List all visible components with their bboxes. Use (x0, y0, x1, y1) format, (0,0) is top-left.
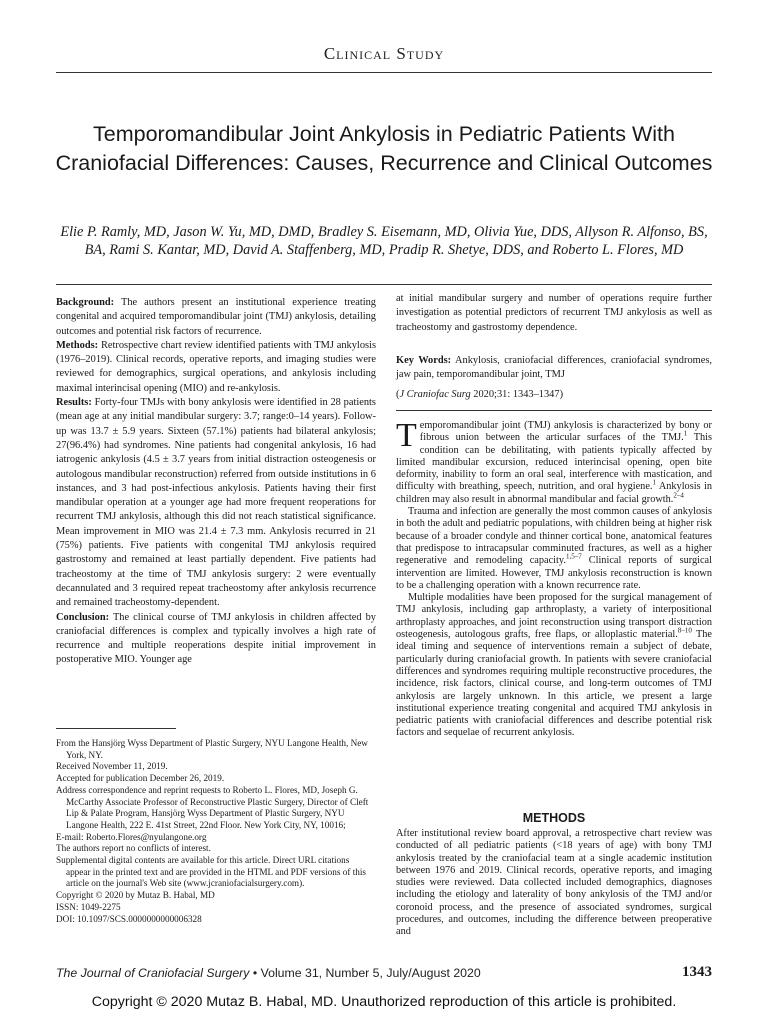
doi-line: DOI: 10.1097/SCS.0000000000006328 (56, 913, 202, 924)
intro-paragraph-3: Multiple modalities have been proposed for the surgical management of TMJ ankylosis, including gap arthroplasty, a variety of interpositional arthroplasty approaches, and joint reconstruction using transport distraction osteogenesis, autologous grafts, free flaps, or alloplastic material.$^{8-10}$ The ideal timing and sequence of interventions remain a subject of debate, particularly during craniofacial growth. In patients with severe craniofacial differences and syndromes requiring multiple reconstructive procedures, the incidence, risk factors, clinical course, and long-term outcomes of TMJ ankylosis are largely unknown. In this article, we present a large institutional experience treating congenital and acquired TMJ ankylosis in pediatric patients with craniofacial differences and describe potential risk factors and sequelae of recurrent ankylosis. (396, 592, 713, 739)
abstract-rule (56, 284, 712, 285)
article-title: Temporomandibular Joint Ankylosis in Pediatric Patients With Craniofacial Differences: Causes, Recurrence and Clinical Outcomes (55, 122, 713, 175)
issn-line: ISSN: 1049-2275 (56, 901, 121, 912)
keywords-text: Ankylosis, craniofacial differences, craniofacial syndromes, jaw pain, temporomandibular joint, TMJ (396, 355, 712, 381)
footer-issue: • Volume 31, Number 5, July/August 2020 (249, 966, 481, 980)
drop-cap: T (396, 417, 417, 454)
keywords (396, 354, 712, 383)
affiliation-line: From the Hansjörg Wyss Department of Plastic Surgery, NYU Langone Health, New York, NY. (56, 738, 368, 760)
page-number: 1343 (682, 964, 712, 980)
footer-journal-name: The Journal of Craniofacial Surgery (56, 966, 250, 980)
intro-paragraph-1: Temporomandibular joint (TMJ) ankylosis is characterized by bony or fibrous union between the articular surfaces of the TMJ.$^1$ This condition can be debilitating, with patients typically affected by limited mandibular excursion, reduced interincisal opening, open bite deformity, inability to form an oral seal, interference with mastication, and difficulty with breathing, speech, nutrition, and oral hygiene.$^1$ Ankylosis in children may also result in abnormal mandibular and facial growth.$^{2-4}$ (396, 417, 713, 505)
keywords-label: Key Words: (396, 355, 452, 366)
author-list: Elie P. Ramly, MD, Jason W. Yu, MD, DMD, Bradley S. Eisemann, MD, Olivia Yue, DDS, Allyson R. Alfonso, BS, BA, Rami S. Kantar, MD, David A. Staffenberg, MD, Pradip R. Shetye, DDS, and Roberto L. Flores, MD (60, 224, 708, 258)
copyright-notice: Copyright © 2020 Mutaz B. Habal, MD. Unauthorized reproduction of this article is prohibited. (91, 994, 677, 1010)
abstract-results: Results: Forty-four TMJs with bony ankylosis were identified in 28 patients (mean age at any initial mandibular surgery: 3.7; range:0–14 years). Follow-up was 13.7 ± 5.9 years. Sixteen (57.1%) patients had bilateral ankylosis; 27(96.4%) had syndromes. Nine patients had congenital ankylosis, 16 had iatrogenic ankylosis (4.5 ± 3.7 years from initial distraction osteogenesis or autologous mandibular reconstruction) referred from outside institutions in 6 instances, and 3 had post-infectious ankylosis. Patients having their first mandibular operation at a younger age had more frequent reoperations for recurrent TMJ ankylosis, although this did not reach statistical significance. Mean improvement in MIO was 21.4 ± 7.3 mm. Ankylosis recurred in 21 (75%) patients. Five patients with congenital TMJ ankylosis required gastrostomy and remained at least partially dependent. Five patients had tracheostomy at the time of TMJ ankylosis surgery: 2 were eventually decannulated and 3 required repeat tracheostomy after ankylosis recurrence and remained tracheostomy-dependent. (56, 397, 376, 609)
abstract-conclusion: Conclusion: The clinical course of TMJ ankylosis in children affected by craniofacial differences is complex and typically involves a high rate of recurrence and multiple reoperations despite initial improvement in postoperative MIO. Younger age (56, 611, 376, 666)
header-rule (56, 72, 712, 73)
introduction (396, 417, 713, 740)
section-label: Clinical Study (323, 44, 445, 63)
citation-journal: J Craniofac Surg (399, 389, 471, 400)
supplemental-line: Supplemental digital contents are available for this article. Direct URL citations appear in the printed text and are provided in the HTML and PDF versions of this article on the journal's Web site (www.jcraniofacialsurgery.com). (56, 855, 366, 889)
affiliations (56, 738, 376, 925)
conflicts-line: The authors report no conflicts of interest. (56, 843, 211, 854)
abstract-background: Background: The authors present an institutional experience treating congenital and acquired temporomandibular joint (TMJ) ankylosis, detailing outcomes and potential risk factors of recurrence. (56, 297, 376, 337)
email-line: E-mail: Roberto.Flores@nyulangone.org (56, 831, 207, 842)
methods-text: After institutional review board approval, a retrospective chart review was conducted of all pediatric patients (<18 years of age) with bony TMJ ankylosis treated by the craniofacial team at a single academic institution between 1976 and 2019. Clinical records, operative reports, and imaging studies were reviewed. Data collected included demographics, diagnoses including the etiology and laterality of bony ankylosis of the TMJ and/or coronoid process, and the presence of associated syndromes, surgical procedures, and outcomes, including the difference between preoperative and (396, 828, 712, 938)
citation: (J Craniofac Surg 2020;31: 1343–1347) (396, 389, 564, 400)
received-line: Received November 11, 2019. (56, 761, 168, 772)
intro-paragraph-2: Trauma and infection are generally the most common causes of ankylosis in both the adult and pediatric populations, with children being at higher risk because of a broader condyle and thinner cortical bone, anatomical features that predispose to intracapsular comminuted fractures, as well as a higher regenerative and remodeling capacity.$^{1,5-7}$ Clinical reports of surgical intervention are limited. However, TMJ ankylosis reconstruction is known to be a challenging operation with a known recurrence rate. (396, 506, 712, 591)
correspondence-line: Address correspondence and reprint requests to Roberto L. Flores, MD, Joseph G. McCarthy Associate Professor of Reconstructive Plastic Surgery, Director of Cleft Lip & Palate Program, Hansjörg Wyss Department of Plastic Surgery, NYU Langone Health, 222 E. 41st Street, 22nd Floor. New York City, NY, 10016; (56, 784, 369, 830)
copyright-line: Copyright © 2020 by Mutaz B. Habal, MD (56, 890, 215, 901)
abstract-methods: Methods: Retrospective chart review identified patients with TMJ ankylosis (1976–2019). Clinical records, operative reports, and imaging studies were reviewed for demographics, surgical operations, and ankylosis including maximal interincisal opening (MIO) and re-ankylosis. (56, 339, 376, 394)
abstract (56, 296, 376, 668)
methods-heading: METHODS (522, 811, 586, 825)
body-rule (396, 410, 712, 411)
footer-journal-info (56, 966, 576, 980)
footnote-rule (56, 728, 176, 729)
citation-details: 2020;31: 1343–1347) (470, 389, 564, 400)
accepted-line: Accepted for publication December 26, 2019. (56, 773, 225, 784)
abstract-continuation: at initial mandibular surgery and number of operations require further investigation as potential predictors of recurrent TMJ ankylosis as well as tracheostomy and gastrostomy dependence. (396, 293, 712, 333)
